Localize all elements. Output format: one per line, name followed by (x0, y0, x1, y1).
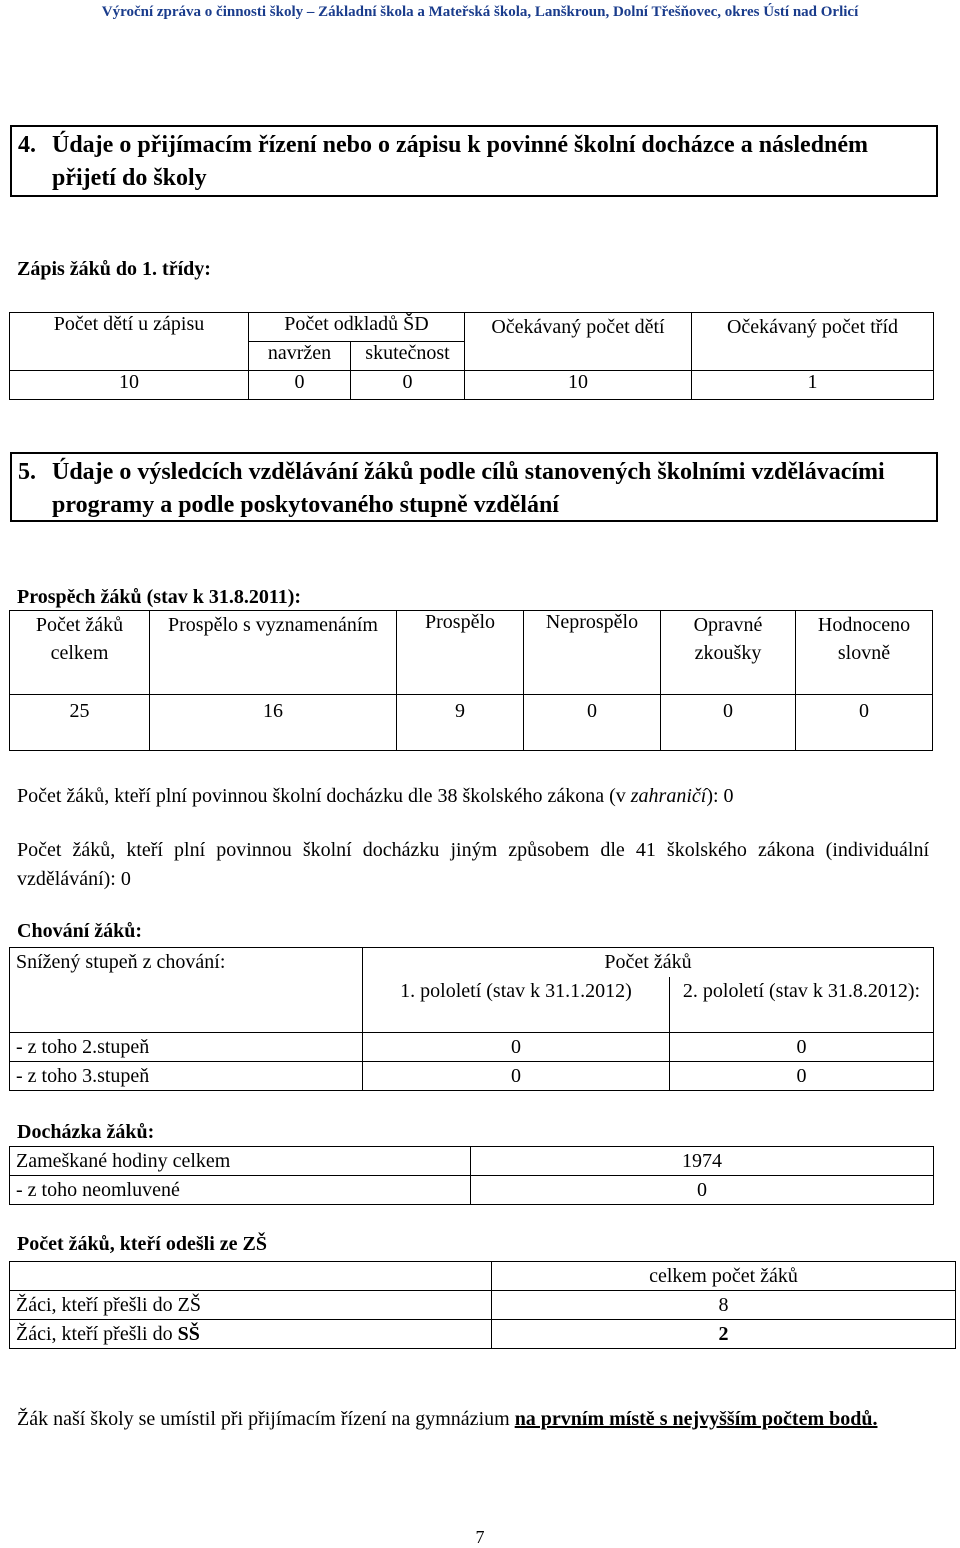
departures-heading: Počet žáků, kteří odešli ze ZŠ (17, 1233, 267, 1255)
behavior-row-2-label: - z toho 3.stupeň (10, 1062, 363, 1091)
section-4-number: 4. (18, 132, 36, 158)
enrollment-col-deferrals: Počet odkladů ŠD (249, 313, 465, 342)
behavior-col-count: Počet žáků (363, 948, 934, 977)
enrollment-proposed: 0 (249, 371, 351, 400)
behavior-row-1-second: 0 (670, 1033, 934, 1062)
results-table (9, 610, 933, 751)
behavior-row-2-first: 0 (363, 1062, 670, 1091)
results-col-total: Počet žáků celkem (10, 611, 150, 695)
departures-row-2-prefix: Žáci, kteří přešli do (16, 1323, 178, 1345)
results-col-failed: Neprospělo (524, 611, 661, 695)
departures-row-2-value: 2 (492, 1320, 956, 1349)
results-col-passed: Prospělo (397, 611, 524, 695)
results-retake: 0 (661, 695, 796, 751)
departures-table (9, 1261, 956, 1349)
attendance-row-1-value: 1974 (471, 1147, 934, 1176)
enrollment-actual: 0 (351, 371, 465, 400)
section-5-title: Údaje o výsledcích vzdělávání žáků podle cílů stanovených školními vzdělávacími programy a podle poskytovaného stupně vzdělání (52, 459, 885, 518)
behavior-col-label: Snížený stupeň z chování: (10, 948, 363, 1033)
abroad-text: Počet žáků, kteří plní povinnou školní docházku dle 38 školského zákona (v (17, 785, 631, 807)
enrollment-col-proposed: navržen (249, 342, 351, 371)
results-heading: Prospěch žáků (stav k 31.8.2011): (17, 586, 302, 608)
section-5-box (10, 452, 938, 522)
enrollment-col-expected-children: Očekávaný počet dětí (465, 313, 692, 371)
results-total: 25 (10, 695, 150, 751)
behavior-table (9, 947, 934, 1091)
attendance-table (9, 1146, 934, 1205)
attendance-row-1-label: Zameškané hodiny celkem (10, 1147, 471, 1176)
behavior-col-first: 1. pololetí (stav k 31.1.2012) (363, 977, 670, 1033)
enrollment-table (9, 312, 934, 400)
departures-col-total: celkem počet žáků (492, 1262, 956, 1291)
page-number: 7 (475, 1527, 485, 1547)
departures-row-2-bold: SŠ (177, 1323, 200, 1345)
behavior-col-second: 2. pololetí (stav k 31.8.2012): (670, 977, 934, 1033)
behavior-row-1-label: - z toho 2.stupeň (10, 1033, 363, 1062)
departures-row-2-label (10, 1320, 492, 1349)
abroad-paragraph (17, 782, 937, 811)
running-header: Výroční zpráva o činnosti školy – Základní škola a Mateřská škola, Lanškroun, Dolní Třešňovec, okres Ústí nad Orlicí (101, 4, 859, 20)
abroad-italic: zahraničí (630, 785, 707, 807)
attendance-row-2-label: - z toho neomluvené (10, 1176, 471, 1205)
attendance-row-2-value: 0 (471, 1176, 934, 1205)
attendance-heading: Docházka žáků: (17, 1121, 155, 1143)
behavior-heading: Chování žáků: (17, 920, 143, 942)
enrollment-col-expected-classes: Očekávaný počet tříd (692, 313, 934, 371)
results-honors: 16 (150, 695, 397, 751)
enrollment-children: 10 (10, 371, 249, 400)
departures-row-1-label: Žáci, kteří přešli do ZŠ (10, 1291, 492, 1320)
enrollment-heading: Zápis žáků do 1. třídy: (17, 258, 211, 280)
closing-plain: Žák naší školy se umístil při přijímacím řízení na gymnázium (17, 1408, 515, 1430)
departures-empty-cell (10, 1262, 492, 1291)
section-5-number: 5. (18, 459, 36, 485)
abroad-tail: ): 0 (706, 785, 734, 807)
enrollment-expected-classes: 1 (692, 371, 934, 400)
results-col-retake: Opravné zkoušky (661, 611, 796, 695)
behavior-row-2-second: 0 (670, 1062, 934, 1091)
enrollment-col-actual: skutečnost (351, 342, 465, 371)
enrollment-col-children: Počet dětí u zápisu (10, 313, 249, 371)
section-4-box (10, 125, 938, 197)
behavior-row-1-first: 0 (363, 1033, 670, 1062)
results-verbal: 0 (796, 695, 933, 751)
results-failed: 0 (524, 695, 661, 751)
enrollment-expected-children: 10 (465, 371, 692, 400)
departures-row-1-value: 8 (492, 1291, 956, 1320)
section-4-title: Údaje o přijímacím řízení nebo o zápisu k povinné školní docházce a následném přijetí do školy (52, 132, 869, 191)
results-col-verbal: Hodnoceno slovně (796, 611, 933, 695)
closing-paragraph (17, 1405, 917, 1434)
results-passed: 9 (397, 695, 524, 751)
individual-paragraph: Počet žáků, kteří plní povinnou školní docházku jiným způsobem dle 41 školského zákona (individuální vzdělávání): 0 (17, 839, 929, 890)
results-col-honors: Prospělo s vyznamenáním (150, 611, 397, 695)
closing-emphasis: na prvním místě s nejvyšším počtem bodů. (514, 1408, 878, 1430)
